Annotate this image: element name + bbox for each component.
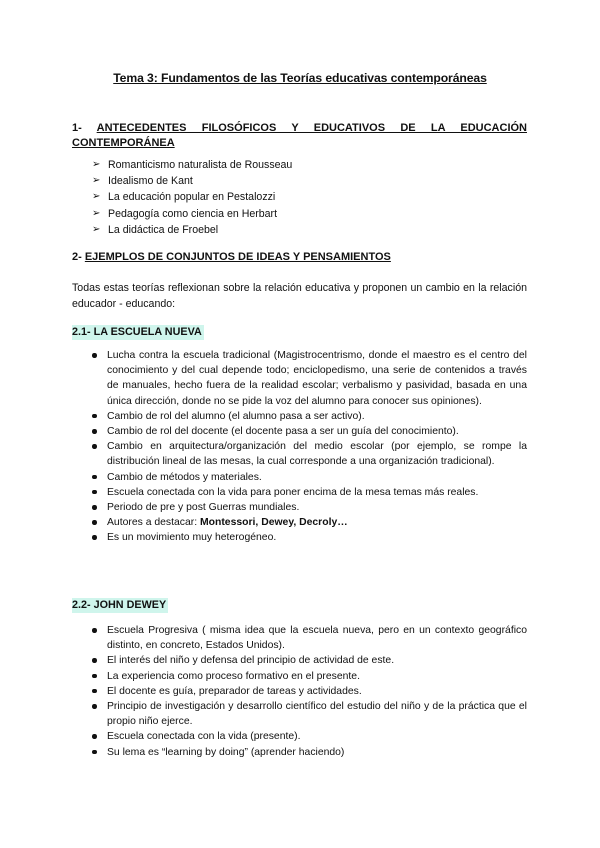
bullet-icon (92, 750, 97, 755)
bullet-icon (92, 353, 97, 358)
list-item: ➢ Pedagogía como ciencia en Herbart (92, 206, 292, 222)
arrow-bullet-icon: ➢ (92, 191, 101, 203)
list-item: Escuela Progresiva ( misma idea que la escuela nueva, pero en un contexto geográfico distinto, en concreto, Estados Unidos). (92, 623, 527, 653)
arrow-bullet-icon: ➢ (92, 175, 101, 187)
bullet-icon (92, 689, 97, 694)
section-2-heading (72, 250, 527, 265)
list-item: ➢ La educación popular en Pestalozzi (92, 189, 292, 205)
list-item: ➢ Idealismo de Kant (92, 173, 292, 189)
section-1-list (92, 157, 292, 238)
bullet-icon (92, 490, 97, 495)
list-item: ➢ La didáctica de Froebel (92, 222, 292, 238)
section-2-heading-text: EJEMPLOS DE CONJUNTOS DE IDEAS Y PENSAMIENTOS (84, 251, 391, 263)
list-item: Cambio en arquitectura/organización del medio escolar (por ejemplo, se rompe la distribución lineal de las mesas, la cual corresponde a una organización tradicional). (92, 439, 527, 469)
list-item: Periodo de pre y post Guerras mundiales. (92, 500, 527, 515)
list-item: Principio de investigación y desarrollo científico del estudio del niño y de la práctica que el propio niño ejerce. (92, 699, 527, 729)
subsection-2-2-heading: 2.2- JOHN DEWEY (72, 599, 167, 611)
page-title: Tema 3: Fundamentos de las Teorías educativas contemporáneas (113, 71, 487, 85)
section-1-number: 1- (72, 122, 82, 134)
authors-bold: Montessori, Dewey, Decroly… (200, 517, 348, 529)
list-item: Escuela conectada con la vida (presente). (92, 729, 527, 744)
bullet-icon (92, 628, 97, 633)
bullet-icon (92, 414, 97, 419)
list-item: Es un movimiento muy heterogéneo. (92, 530, 527, 545)
section-2-number: 2- (72, 251, 82, 263)
section-1-heading-line2: CONTEMPORÁNEA (72, 137, 175, 149)
list-item: Cambio de métodos y materiales. (92, 470, 527, 485)
list-item: ➢ Romanticismo naturalista de Rousseau (92, 157, 292, 173)
subsection-2-2-list (92, 623, 527, 760)
list-item: Lucha contra la escuela tradicional (Magistrocentrismo, donde el maestro es el centro del conocimiento y del cual depende todo; enciclopedismo, una serie de contenidos a través de manuales, hecho fuera de la realidad escolar; verbalismo y pasividad, basada en una única dirección, donde no se pide la voz del alumno para conocer sus opiniones). (92, 348, 527, 409)
section-1-heading (72, 121, 527, 136)
bullet-icon (92, 734, 97, 739)
list-item: La experiencia como proceso formativo en el presente. (92, 669, 527, 684)
bullet-icon (92, 444, 97, 449)
list-item: Escuela conectada con la vida para poner encima de la mesa temas más reales. (92, 485, 527, 500)
list-item: Cambio de rol del alumno (el alumno pasa a ser activo). (92, 409, 527, 424)
bullet-icon (92, 505, 97, 510)
list-item: Su lema es “learning by doing” (aprender haciendo) (92, 745, 527, 760)
arrow-bullet-icon: ➢ (92, 223, 101, 235)
list-item: Autores a destacar: Montessori, Dewey, Decroly… (92, 515, 527, 530)
arrow-bullet-icon: ➢ (92, 159, 101, 170)
bullet-icon (92, 475, 97, 480)
section-1-heading-line1: ANTECEDENTES FILOSÓFICOS Y EDUCATIVOS DE LA EDUCACIÓN (96, 122, 527, 134)
subsection-2-1-list (92, 348, 527, 546)
arrow-bullet-icon: ➢ (92, 207, 101, 219)
bullet-icon (92, 704, 97, 709)
list-item: Cambio de rol del docente (el docente pasa a ser un guía del conocimiento). (92, 424, 527, 439)
section-2-intro: Todas estas teorías reflexionan sobre la relación educativa y proponen un cambio en la relación educador - educando: (72, 282, 527, 310)
bullet-icon (92, 658, 97, 663)
bullet-icon (92, 535, 97, 540)
bullet-icon (92, 674, 97, 679)
list-item: El docente es guía, preparador de tareas y actividades. (92, 684, 527, 699)
list-item: El interés del niño y defensa del principio de actividad de este. (92, 653, 527, 668)
bullet-icon (92, 429, 97, 434)
subsection-2-1-heading: 2.1- LA ESCUELA NUEVA (72, 326, 202, 338)
bullet-icon (92, 520, 97, 525)
